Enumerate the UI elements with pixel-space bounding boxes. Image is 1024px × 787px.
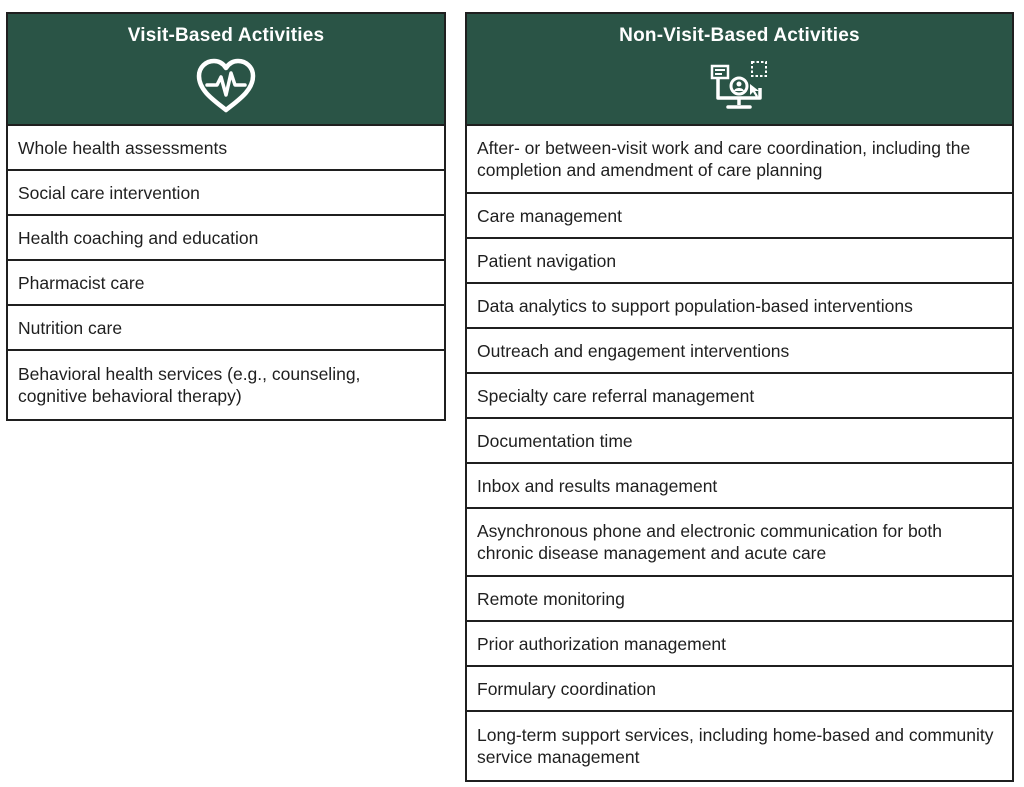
list-item: Nutrition care [8,306,444,351]
list-item: Asynchronous phone and electronic communication for both chronic disease management and acute care [467,509,1012,577]
non-visit-based-title: Non-Visit-Based Activities [619,25,860,46]
visit-based-title: Visit-Based Activities [127,25,325,46]
list-item: Social care intervention [8,171,444,216]
list-item: Care management [467,194,1012,239]
computer-monitor-icon [708,54,772,118]
list-item: Behavioral health services (e.g., counseling, cognitive behavioral therapy) [18,364,361,406]
list-item: Outreach and engagement interventions [467,329,1012,374]
list-item: Documentation time [467,419,1012,464]
list-item: Long-term support services, including home-based and community service management [477,725,994,767]
visit-based-table [6,12,446,421]
heart-pulse-icon [194,54,258,118]
list-item: Data analytics to support population-based interventions [467,284,1012,329]
list-item: Pharmacist care [8,261,444,306]
visit-based-header [8,14,444,126]
list-item: Inbox and results management [467,464,1012,509]
non-visit-based-list [467,126,1012,780]
list-item: Specialty care referral management [467,374,1012,419]
list-item: Remote monitoring [467,577,1012,622]
list-item: Patient navigation [467,239,1012,284]
list-item: Whole health assessments [8,126,444,171]
list-item: After- or between-visit work and care coordination, including the completion and amendment of care planning [467,126,1012,194]
non-visit-based-header [467,14,1012,126]
non-visit-based-table [465,12,1014,782]
visit-based-list [8,126,444,419]
list-item: Prior authorization management [467,622,1012,667]
list-item: Health coaching and education [8,216,444,261]
list-item: Formulary coordination [467,667,1012,712]
